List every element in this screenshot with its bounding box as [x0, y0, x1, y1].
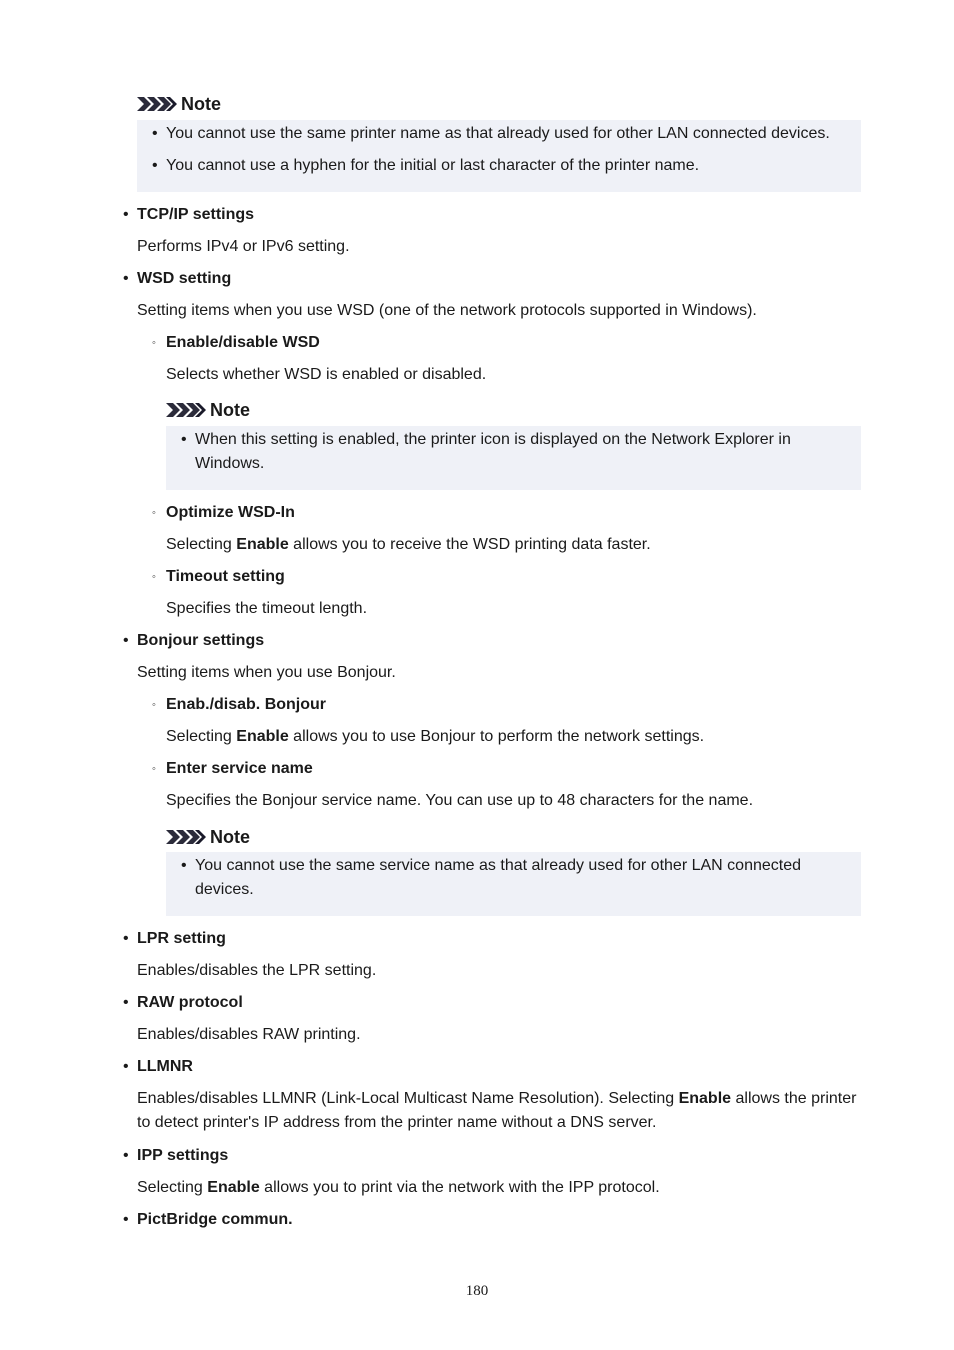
bullet: • — [152, 125, 158, 142]
subsection-desc-timeout: Specifies the timeout length. — [166, 600, 368, 617]
section-desc-lpr: Enables/disables the LPR setting. — [137, 962, 377, 979]
note-heading — [137, 93, 221, 115]
subsection-desc-enable-wsd: Selects whether WSD is enabled or disabled. — [166, 366, 487, 383]
bold-text: Enable — [236, 536, 289, 553]
subsection-title-enable-wsd: Enable/disable WSD — [166, 334, 320, 351]
bullet: • — [152, 157, 158, 174]
subsection-title-optimize-wsd: Optimize WSD-In — [166, 504, 295, 521]
text: Selecting — [137, 1179, 208, 1196]
note-heading — [166, 399, 250, 421]
section-title-ipp: IPP settings — [137, 1147, 229, 1164]
section-desc-llmnr-line1 — [137, 1089, 856, 1109]
text: Selecting — [166, 536, 237, 553]
sub-bullet: ◦ — [152, 507, 156, 519]
section-title-bonjour: Bonjour settings — [137, 632, 265, 649]
bullet: • — [123, 994, 129, 1011]
bullet: • — [123, 206, 129, 223]
note-heading — [166, 826, 250, 848]
section-desc-raw: Enables/disables RAW printing. — [137, 1026, 361, 1043]
subsection-title-timeout: Timeout setting — [166, 568, 285, 585]
bullet: • — [181, 431, 187, 448]
bullet: • — [181, 857, 187, 874]
text: allows the printer — [731, 1090, 857, 1107]
text: allows you to print via the network with the IPP protocol. — [259, 1179, 660, 1196]
subsection-title-service-name: Enter service name — [166, 760, 313, 777]
bullet: • — [123, 1147, 129, 1164]
bold-text: Enable — [207, 1179, 260, 1196]
bullet: • — [123, 632, 129, 649]
note-item: You cannot use a hyphen for the initial or last character of the printer name. — [166, 157, 700, 174]
section-desc-wsd: Setting items when you use WSD (one of the network protocols supported in Windows). — [137, 302, 757, 319]
note-label: Note — [210, 400, 250, 420]
bold-text: Enable — [678, 1090, 732, 1107]
sub-bullet: ◦ — [152, 763, 156, 775]
section-title-llmnr: LLMNR — [137, 1058, 193, 1075]
section-desc-ipp — [137, 1178, 660, 1198]
note-item: You cannot use the same printer name as that already used for other LAN connected devices. — [166, 125, 830, 142]
note-icon — [166, 829, 206, 845]
section-title-wsd: WSD setting — [137, 270, 232, 287]
section-title-pictbridge: PictBridge commun. — [137, 1211, 293, 1228]
subsection-title-enable-bonjour: Enab./disab. Bonjour — [166, 696, 327, 713]
bullet: • — [123, 930, 129, 947]
subsection-desc-service-name: Specifies the Bonjour service name. You can use up to 48 characters for the name. — [166, 792, 754, 809]
sub-bullet: ◦ — [152, 571, 156, 583]
note-label: Note — [210, 827, 250, 847]
note-icon — [166, 402, 206, 418]
text: allows you to receive the WSD printing data faster. — [288, 536, 651, 553]
section-desc-bonjour: Setting items when you use Bonjour. — [137, 664, 396, 681]
subsection-desc-enable-bonjour — [166, 727, 704, 747]
section-title-lpr: LPR setting — [137, 930, 226, 947]
section-desc-llmnr-line2: to detect printer's IP address from the printer name without a DNS server. — [137, 1114, 657, 1131]
sub-bullet: ◦ — [152, 337, 156, 349]
text: Enables/disables LLMNR (Link-Local Multicast Name Resolution). Selecting — [137, 1090, 679, 1107]
text: Selecting — [166, 728, 237, 745]
bullet: • — [123, 270, 129, 287]
sub-bullet: ◦ — [152, 699, 156, 711]
note-label: Note — [181, 94, 221, 114]
bullet: • — [123, 1058, 129, 1075]
section-desc-tcpip: Performs IPv4 or IPv6 setting. — [137, 238, 350, 255]
note-item: You cannot use the same service name as that already used for other LAN connected devices. — [195, 857, 801, 898]
bold-text: Enable — [236, 728, 289, 745]
section-title-tcpip: TCP/IP settings — [137, 206, 255, 223]
note-icon — [137, 96, 177, 112]
note-item: When this setting is enabled, the printer icon is displayed on the Network Explorer in Windows. — [195, 431, 791, 472]
bullet: • — [123, 1211, 129, 1228]
page-number: 180 — [465, 1283, 489, 1299]
subsection-desc-optimize-wsd — [166, 535, 651, 555]
text: allows you to use Bonjour to perform the network settings. — [288, 728, 705, 745]
section-title-raw: RAW protocol — [137, 994, 243, 1011]
